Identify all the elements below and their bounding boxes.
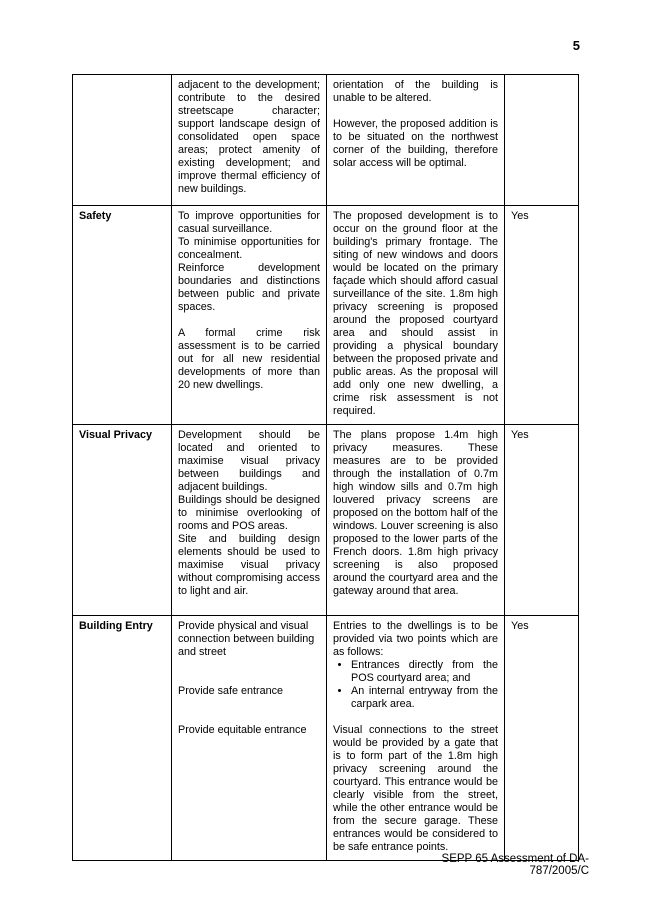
complies-cell: Yes [505, 206, 579, 425]
footer-reference: SEPP 65 Assessment of DA-787/2005/C [441, 853, 589, 877]
row-heading-safety: Safety [73, 206, 172, 425]
table-row [73, 425, 579, 616]
complies-cell [505, 75, 579, 206]
table-row [73, 616, 579, 861]
table-row [73, 206, 579, 425]
comment-text: Entries to the dwellings is to be provided via two points which are as follows: [333, 620, 498, 658]
comments-cell [327, 75, 505, 206]
objectives-cell [172, 75, 327, 206]
objective-text: adjacent to the development; contribute to the desired streetscape character; support landscape design of consolidated open space areas; protect amenity of existing development; and improve thermal efficiency of new buildings. [178, 79, 320, 195]
objectives-cell [172, 206, 327, 425]
assessment-table [72, 74, 579, 861]
objective-text: A formal crime risk assessment is to be carried out for all new residential developments of more than 20 new dwellings. [178, 327, 320, 391]
objectives-cell [172, 616, 327, 861]
row-heading-building-entry: Building Entry [73, 616, 172, 861]
objective-text: Provide safe entrance [178, 685, 284, 697]
objective-text: Provide physical and visual connection between building and street [178, 620, 315, 658]
table-row [73, 75, 579, 206]
list-item: • An internal entryway from the carpark area. [351, 685, 498, 711]
row-heading [73, 75, 172, 206]
complies-cell: Yes [505, 425, 579, 616]
objective-text: To improve opportunities for casual surveillance. [178, 210, 320, 235]
objective-text: Development should be located and oriented to maximise visual privacy between buildings and adjacent buildings. [178, 429, 320, 493]
entry-points-list [333, 659, 498, 711]
list-item: • Entrances directly from the POS courtyard area; and [351, 659, 498, 685]
objective-text: Reinforce development boundaries and distinctions between public and private spaces. [178, 262, 320, 313]
row-heading-visual-privacy: Visual Privacy [73, 425, 172, 616]
objective-text: Provide equitable entrance [178, 724, 307, 736]
objectives-cell [172, 425, 327, 616]
objective-text: To minimise opportunities for concealment. [178, 236, 320, 261]
comments-cell: The plans propose 1.4m high privacy measures. These measures are to be provided through the installation of 0.7m high window sills and 0.7m high louvered privacy screens are proposed on the bottom half of the windows. Louver screening is also proposed to the lower parts of the French doors. 1.8m high privacy screening is also proposed around the courtyard area and the gateway around that area. [327, 425, 505, 616]
objective-text: Buildings should be designed to minimise overlooking of rooms and POS areas. [178, 494, 320, 532]
comments-cell [327, 616, 505, 861]
comments-cell: The proposed development is to occur on the ground floor at the building's primary frontage. The siting of new windows and doors would be located on the primary façade which should afford casual surveillance of the site. 1.8m high privacy screening is proposed around the proposed courtyard area and should assist in providing a physical boundary between the proposed private and public areas. As the proposal will add only one new dwelling, a crime risk assessment is not required. [327, 206, 505, 425]
objective-text: Site and building design elements should be used to maximise visual privacy without compromising access to light and air. [178, 533, 320, 597]
comment-text: Visual connections to the street would be provided by a gate that is to form part of the 1.8m high privacy screening around the courtyard. This entrance would be clearly visible from the street, while the other entrance would be from the secure garage. These entrances would be considered to be safe entrance points. [333, 724, 498, 853]
complies-cell: Yes [505, 616, 579, 861]
comment-text: orientation of the building is unable to be altered. [333, 79, 498, 104]
comment-text: However, the proposed addition is to be situated on the northwest corner of the building, therefore solar access will be optimal. [333, 118, 498, 169]
page-number: 5 [572, 38, 580, 53]
